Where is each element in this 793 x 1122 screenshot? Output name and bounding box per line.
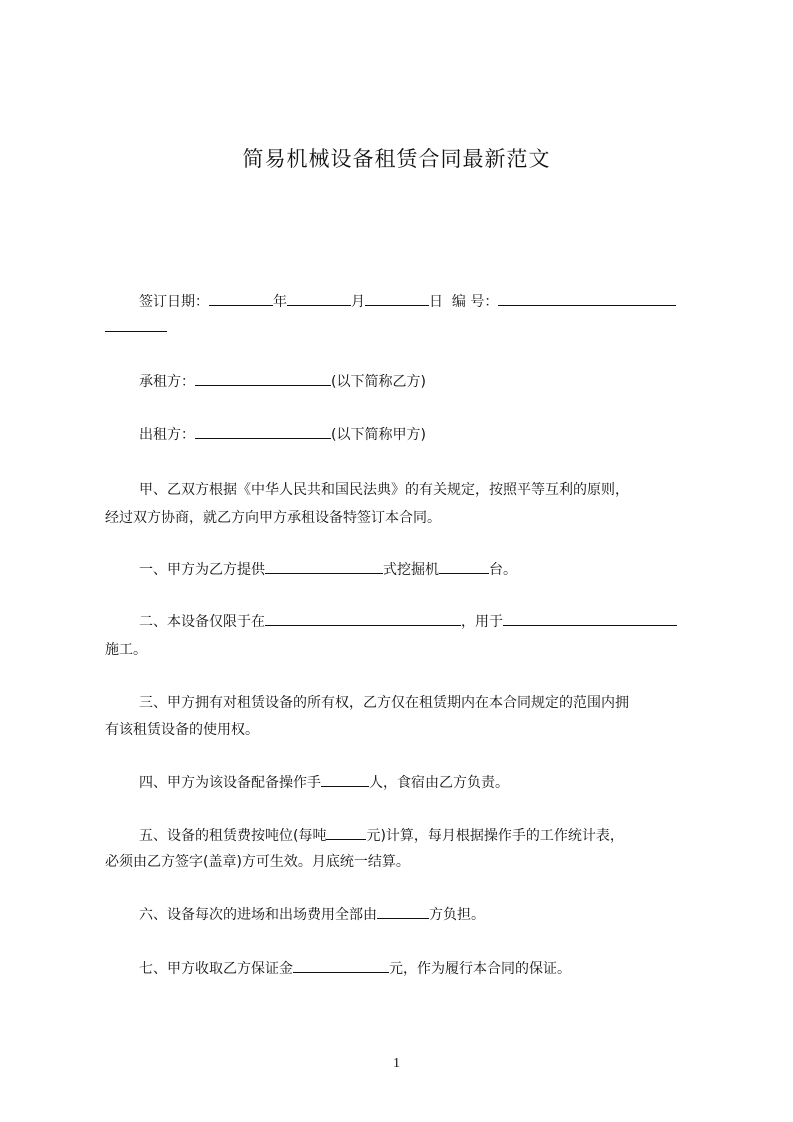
lessor-label: 出租方：: [139, 427, 195, 443]
document-title: 简易机械设备租赁合同最新范文: [242, 147, 551, 171]
clause-6-text-a: 六、设备每次的进场和出场费用全部由: [139, 907, 377, 923]
clause-1-text-c: 台。: [489, 562, 517, 578]
excavator-count-blank[interactable]: [439, 560, 489, 574]
location-blank[interactable]: [265, 612, 461, 626]
lessee-line: [139, 372, 426, 392]
lessee-blank[interactable]: [195, 372, 331, 386]
transport-fee-party-blank[interactable]: [377, 905, 429, 919]
clause-1-text-a: 一、甲方为乙方提供: [139, 562, 265, 578]
month-label: 月: [351, 294, 365, 310]
lessor-blank[interactable]: [195, 425, 331, 439]
clause-2: [139, 612, 677, 632]
clause-2-text-a: 二、本设备仅限于在: [139, 614, 265, 630]
clause-7-text-b: 元，作为履行本合同的保证。: [389, 961, 571, 977]
deposit-blank[interactable]: [293, 959, 389, 973]
clause-1-text-b: 式挖掘机: [383, 562, 439, 578]
lessee-suffix: (以下简称乙方): [331, 374, 426, 390]
clause-6: [139, 905, 485, 925]
clause-2-text-b: ，用于: [461, 614, 503, 630]
clause-4-text-b: 人，食宿由乙方负责。: [369, 775, 509, 791]
intro-line-2: 经过双方协商，就乙方向甲方承租设备特签订本合同。: [105, 510, 441, 526]
lessor-line: [139, 425, 426, 445]
number-blank-continued: [105, 318, 167, 338]
clause-7: [139, 959, 571, 979]
clause-4: [139, 773, 509, 793]
clause-1: [139, 560, 517, 580]
clause-6-text-b: 方负担。: [429, 907, 485, 923]
sign-date-line: [139, 292, 676, 312]
clause-4-text-a: 四、甲方为该设备配备操作手: [139, 775, 321, 791]
number-blank[interactable]: [498, 292, 676, 306]
year-blank[interactable]: [209, 292, 273, 306]
usage-blank[interactable]: [503, 612, 677, 626]
clause-7-text-a: 七、甲方收取乙方保证金: [139, 961, 293, 977]
month-blank[interactable]: [287, 292, 351, 306]
clause-5-text-a: 五、设备的租赁费按吨位(每吨: [139, 828, 327, 844]
clause-3-line-1: 三、甲方拥有对租赁设备的所有权，乙方仅在租赁期内在本合同规定的范围内拥: [139, 695, 629, 711]
page-number: 1: [393, 1056, 400, 1071]
intro-line-1: 甲、乙双方根据《中华人民共和国民法典》的有关规定，按照平等互利的原则，: [139, 482, 629, 498]
day-label: 日: [429, 294, 443, 310]
clause-5-text-b: 元)计算，每月根据操作手的工作统计表，: [366, 828, 624, 844]
number-blank-line2[interactable]: [105, 318, 167, 332]
excavator-type-blank[interactable]: [265, 560, 383, 574]
day-blank[interactable]: [365, 292, 429, 306]
clause-3-line-2: 有该租赁设备的使用权。: [105, 722, 259, 738]
operator-count-blank[interactable]: [321, 773, 369, 787]
rate-per-ton-blank[interactable]: [326, 826, 366, 840]
clause-5: [139, 826, 624, 846]
sign-date-label: 签订日期：: [139, 294, 209, 310]
number-label: 编 号：: [451, 294, 499, 310]
lessor-suffix: (以下简称甲方): [331, 427, 426, 443]
year-label: 年: [273, 294, 287, 310]
clause-5-line-2: 必须由乙方签字(盖章)方可生效。月底统一结算。: [105, 854, 410, 870]
lessee-label: 承租方：: [139, 374, 195, 390]
clause-2-line-2: 施工。: [105, 642, 147, 658]
